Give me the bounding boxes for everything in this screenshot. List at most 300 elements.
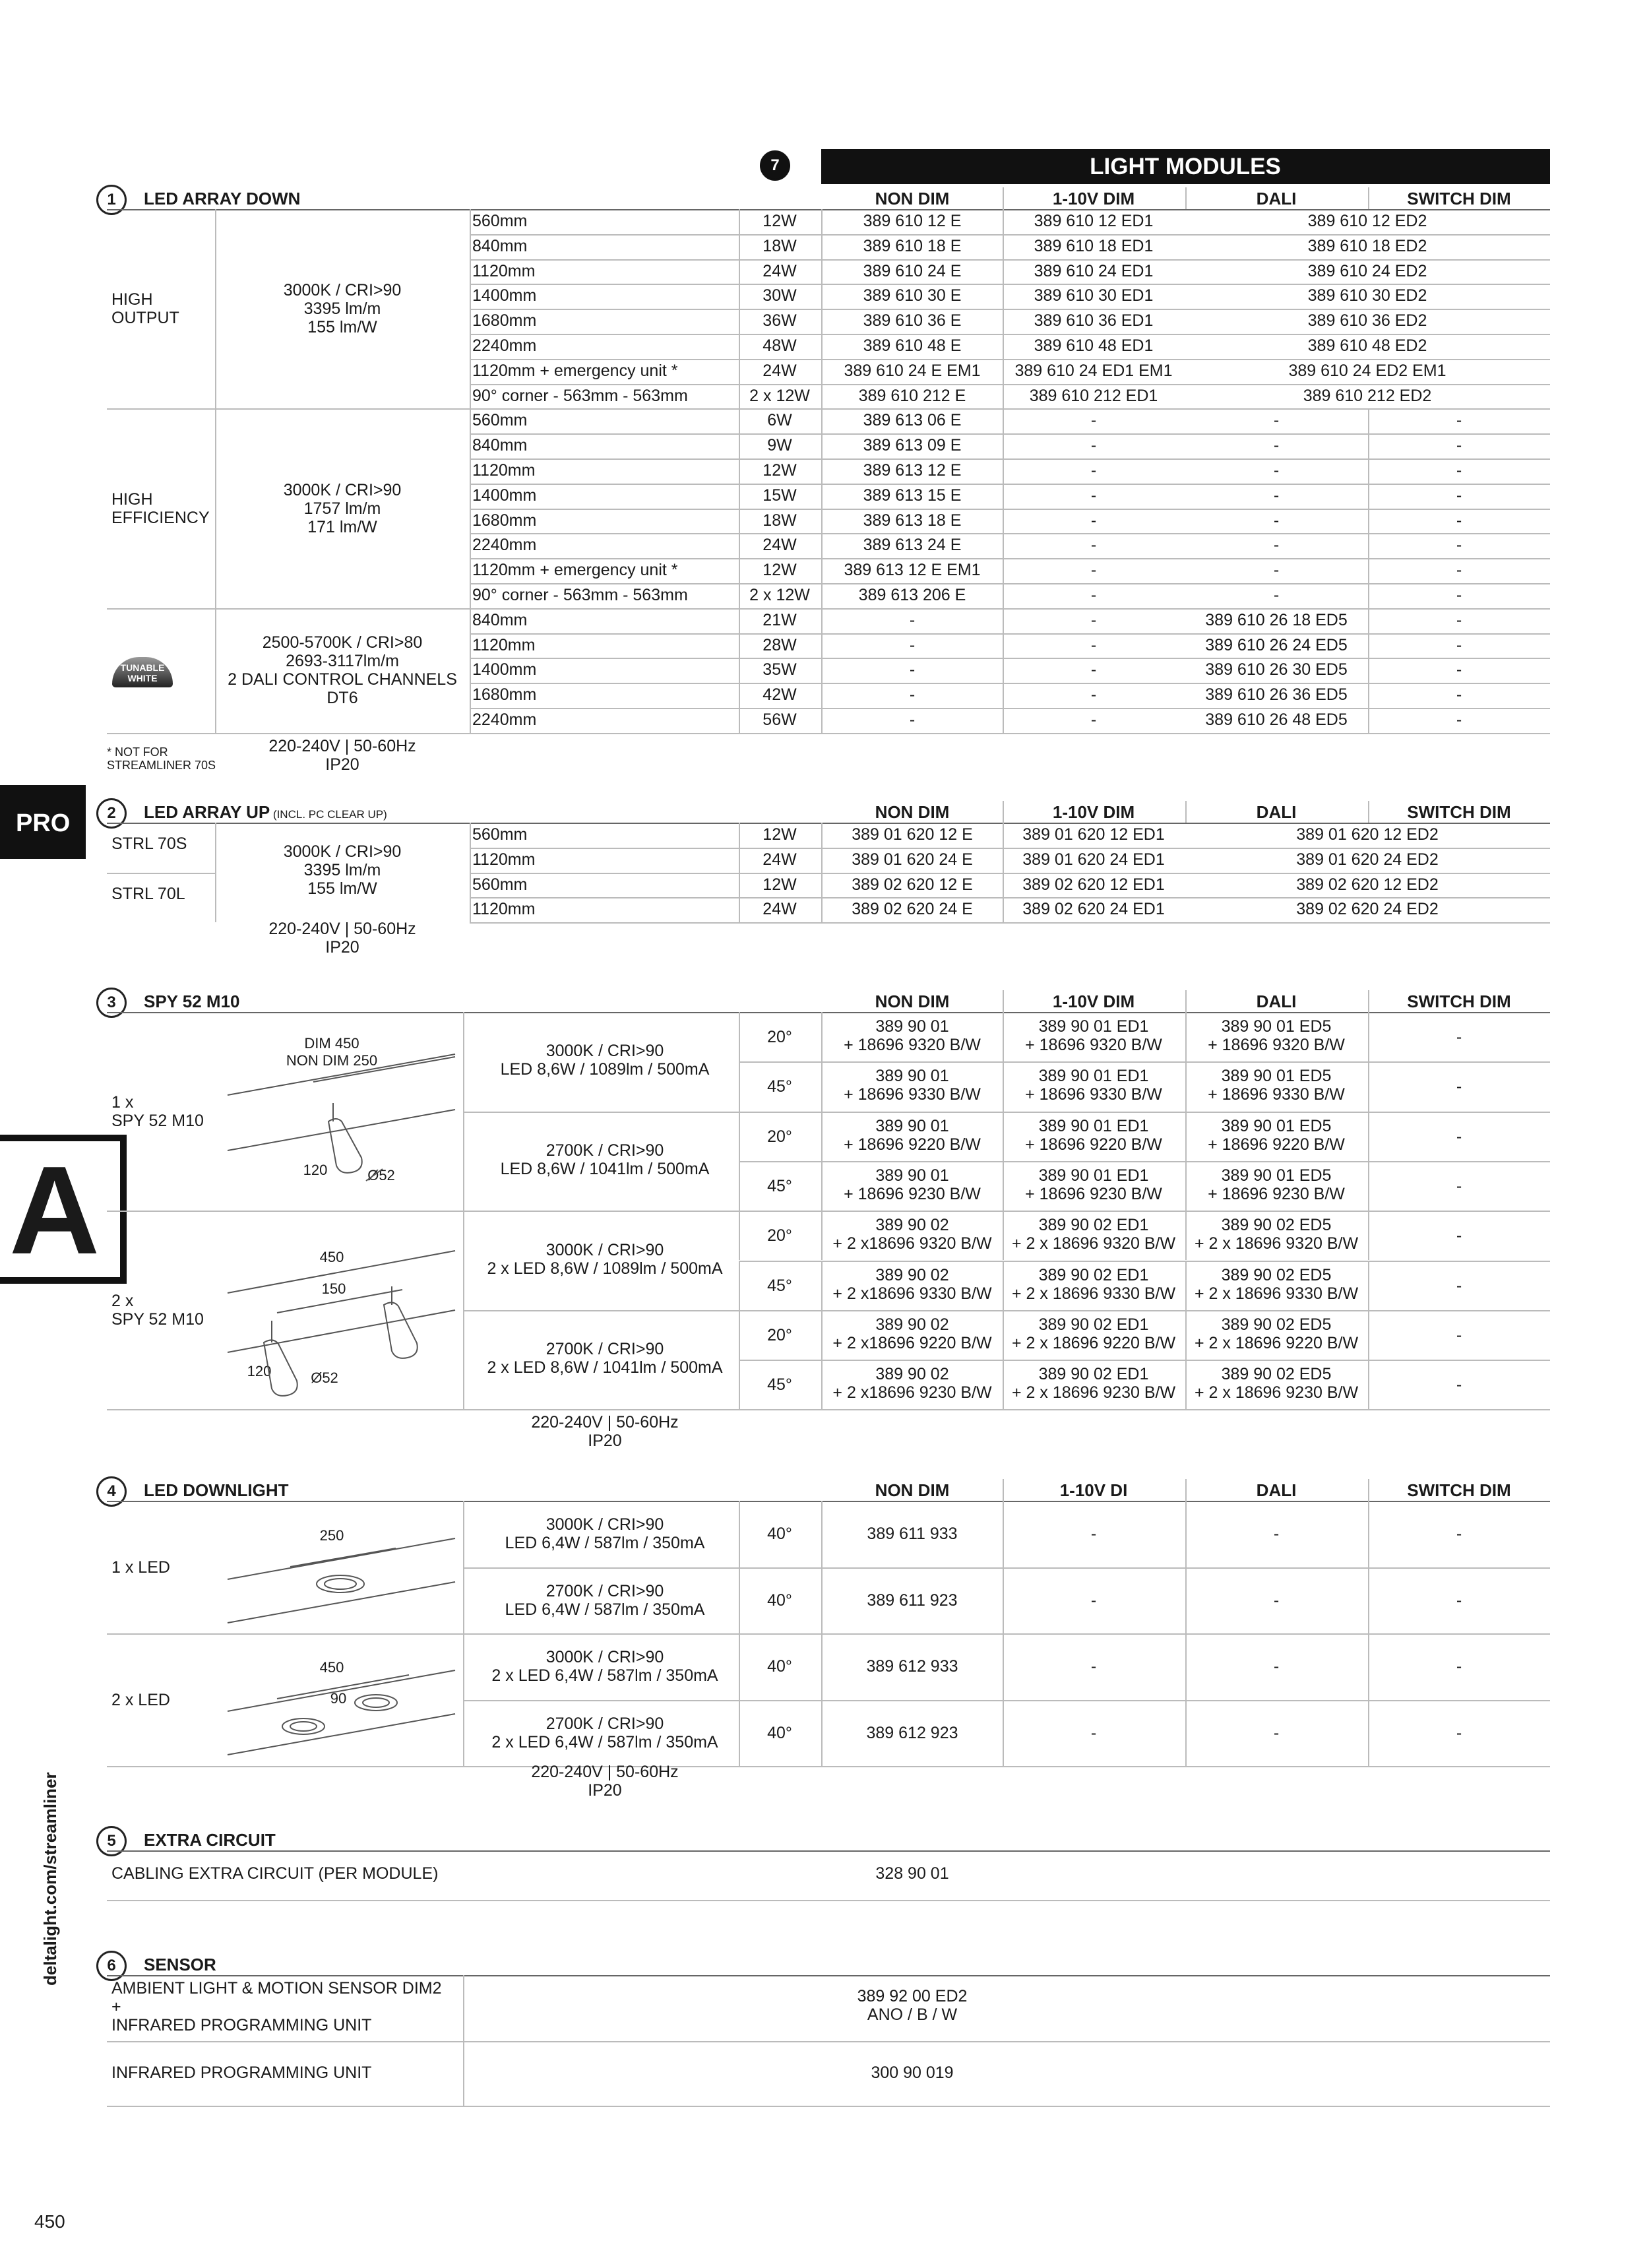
- column-divider: [1368, 1112, 1369, 1161]
- row-length: 90° corner - 563mm - 563mm: [472, 386, 688, 405]
- code-non-dim: -: [909, 610, 916, 629]
- code-dali: 389 90 02 ED5 + 2 x 18696 9320 B/W: [1194, 1216, 1359, 1253]
- column-divider: [739, 334, 740, 359]
- code-non-dim: 389 90 01 + 18696 9330 B/W: [844, 1067, 981, 1104]
- light-modules-title: LIGHT MODULES: [1090, 154, 1281, 179]
- column-divider: [1003, 309, 1004, 334]
- column-divider: [739, 1567, 740, 1634]
- code-dali: -: [1273, 586, 1280, 604]
- code-non-dim: 389 610 48 E: [863, 336, 962, 355]
- code-non-dim: 389 613 24 E: [863, 536, 962, 555]
- code-switch: -: [1456, 1723, 1462, 1742]
- row-divider: [470, 284, 1550, 285]
- spec: 3000K / CRI>90 2 x LED 6,4W / 587lm / 350mA: [491, 1648, 718, 1685]
- row-length: 840mm: [472, 610, 528, 629]
- column-divider: [1368, 509, 1369, 534]
- row-divider: [470, 309, 1550, 310]
- column-divider: [1003, 1061, 1004, 1111]
- code-dali: -: [1273, 411, 1280, 430]
- code-non-dim: 389 610 212 E: [858, 386, 966, 405]
- column-divider: [1185, 1061, 1187, 1111]
- row-watt: 35W: [762, 660, 797, 679]
- row-length: 560mm: [472, 875, 528, 894]
- column-divider: [1003, 234, 1004, 259]
- row-length: 840mm: [472, 436, 528, 455]
- code-non-dim: 389 01 620 24 E: [852, 850, 973, 869]
- row-divider: [470, 848, 1550, 849]
- code-1-10v: -: [1090, 1525, 1097, 1543]
- code-dali: -: [1273, 436, 1280, 455]
- column-divider: [463, 1501, 464, 1766]
- row-watt: 2 x 12W: [749, 586, 810, 604]
- column-divider: [821, 408, 823, 433]
- row-divider: [107, 1012, 1550, 1013]
- code-non-dim: 389 613 15 E: [863, 486, 962, 505]
- code-1-10v: -: [1090, 660, 1097, 679]
- column-divider: [739, 509, 740, 534]
- section-title: SENSOR: [144, 1955, 216, 1974]
- code-non-dim: 389 90 01 + 18696 9320 B/W: [844, 1017, 981, 1054]
- code-switch: -: [1456, 1226, 1462, 1245]
- item-code: 328 90 01: [875, 1864, 949, 1883]
- column-divider: [739, 633, 740, 658]
- code-non-dim: 389 613 18 E: [863, 511, 962, 530]
- row-watt: 12W: [762, 875, 797, 894]
- spec: 2700K / CRI>90 2 x LED 6,4W / 587lm / 350mA: [491, 1714, 718, 1751]
- column-divider: [739, 1633, 740, 1700]
- column-divider: [1368, 1501, 1369, 1567]
- code-dali: -: [1273, 561, 1280, 580]
- group-label: HIGH EFFICIENCY: [111, 489, 210, 527]
- beam-angle: 45°: [767, 1176, 792, 1195]
- column-divider: [1003, 1012, 1004, 1061]
- code-dali: -: [1273, 1525, 1280, 1543]
- column-divider: [821, 873, 823, 898]
- row-length: 560mm: [472, 825, 528, 844]
- code-switch: -: [1456, 586, 1462, 604]
- column-divider: [821, 583, 823, 608]
- code-1-10v: 389 90 01 ED1 + 18696 9230 B/W: [1025, 1166, 1162, 1203]
- column-divider: [821, 683, 823, 708]
- column-divider: [1368, 1700, 1369, 1767]
- column-divider: [739, 458, 740, 484]
- dim-label: 120: [303, 1162, 328, 1178]
- column-divider: [1185, 1479, 1187, 1501]
- column-divider: [215, 608, 216, 733]
- column-divider: [1368, 683, 1369, 708]
- code-non-dim: 389 612 933: [866, 1657, 958, 1676]
- column-divider: [1003, 1360, 1004, 1409]
- light-modules-number: 7: [760, 150, 790, 181]
- row-length: 1400mm: [472, 660, 537, 679]
- dim-label: 250: [319, 1527, 344, 1544]
- column-divider: [1368, 408, 1369, 433]
- column-header: DALI: [1256, 802, 1297, 822]
- code-1-10v: -: [1090, 561, 1097, 580]
- code-non-dim: 389 90 01 + 18696 9220 B/W: [844, 1116, 981, 1154]
- spec-a: 3000K / CRI>90 2 x LED 8,6W / 1089lm / 500mA: [487, 1240, 723, 1278]
- code-1-10v: 389 01 620 24 ED1: [1022, 850, 1165, 869]
- spec-a: 3000K / CRI>90 LED 8,6W / 1089lm / 500mA: [500, 1042, 710, 1079]
- code-1-10v: 389 610 24 ED1: [1034, 261, 1154, 280]
- column-divider: [739, 484, 740, 509]
- code-1-10v: -: [1090, 1723, 1097, 1742]
- column-divider: [739, 1061, 740, 1111]
- code-1-10v: -: [1090, 586, 1097, 604]
- column-divider: [739, 848, 740, 873]
- section-title: SPY 52 M10: [144, 992, 240, 1011]
- group-label: 2 x LED: [111, 1690, 170, 1709]
- code-1-10v: -: [1090, 536, 1097, 555]
- code-dali-switch: 389 01 620 12 ED2: [1296, 825, 1439, 844]
- column-header: 1-10V DIM: [1052, 802, 1135, 822]
- code-dali-switch: 389 610 12 ED2: [1307, 212, 1427, 230]
- row-length: 1120mm: [472, 261, 536, 280]
- code-switch: -: [1456, 1525, 1462, 1543]
- row-length: 1400mm: [472, 286, 537, 305]
- row-divider: [470, 458, 1550, 460]
- row-length: 1680mm: [472, 511, 537, 530]
- row-length: 2240mm: [472, 336, 537, 355]
- column-header: 1-10V DIM: [1052, 992, 1135, 1011]
- code-non-dim: 389 01 620 12 E: [852, 825, 973, 844]
- column-divider: [739, 1700, 740, 1767]
- row-divider: [463, 1567, 1550, 1569]
- badge-text: TUNABLE: [120, 662, 165, 674]
- code-dali: 389 610 26 48 ED5: [1205, 710, 1348, 729]
- row-divider: [470, 484, 1550, 485]
- code-switch: -: [1456, 536, 1462, 555]
- row-watt: 12W: [762, 561, 797, 580]
- column-divider: [1003, 484, 1004, 509]
- column-divider: [1003, 1310, 1004, 1360]
- column-divider: [821, 484, 823, 509]
- column-divider: [1185, 990, 1187, 1012]
- column-divider: [739, 234, 740, 259]
- column-divider: [1003, 608, 1004, 633]
- column-divider: [1368, 1360, 1369, 1409]
- code-dali: -: [1273, 486, 1280, 505]
- column-divider: [1368, 187, 1369, 209]
- column-divider: [821, 1061, 823, 1111]
- column-divider: [821, 533, 823, 558]
- code-1-10v: -: [1090, 511, 1097, 530]
- column-divider: [821, 1261, 823, 1310]
- column-divider: [821, 234, 823, 259]
- column-divider: [821, 848, 823, 873]
- beam-angle: 40°: [767, 1591, 792, 1610]
- code-1-10v: 389 610 36 ED1: [1034, 311, 1154, 331]
- dim-label: NON DIM 250: [286, 1052, 378, 1069]
- column-divider: [821, 1211, 823, 1260]
- column-divider: [1185, 1700, 1187, 1767]
- code-1-10v: -: [1090, 710, 1097, 729]
- column-divider: [1003, 458, 1004, 484]
- column-header: NON DIM: [875, 189, 950, 208]
- column-divider: [821, 1161, 823, 1211]
- column-divider: [739, 433, 740, 458]
- group-label: 2 x SPY 52 M10: [111, 1291, 204, 1329]
- pro-tab-label: PRO: [16, 809, 71, 837]
- row-divider: [463, 1112, 1550, 1113]
- row-divider: [463, 1700, 1550, 1701]
- column-divider: [1185, 1112, 1187, 1161]
- row-divider: [107, 2041, 1550, 2042]
- column-divider: [1003, 708, 1004, 733]
- row-length: 1120mm + emergency unit *: [472, 361, 678, 380]
- code-switch: -: [1456, 660, 1462, 679]
- column-divider: [1003, 1700, 1004, 1767]
- column-divider: [1185, 1161, 1187, 1211]
- column-divider: [1185, 1261, 1187, 1310]
- code-non-dim: 389 610 24 E: [863, 261, 962, 280]
- column-divider: [1003, 384, 1004, 409]
- code-1-10v: -: [1090, 1591, 1097, 1610]
- row-watt: 28W: [762, 635, 797, 654]
- row-divider: [470, 334, 1550, 335]
- column-divider: [1368, 458, 1369, 484]
- row-divider: [107, 1211, 1550, 1212]
- code-dali-switch: 389 01 620 24 ED2: [1296, 850, 1439, 869]
- column-divider: [1003, 1633, 1004, 1700]
- column-divider: [1368, 558, 1369, 583]
- row-divider: [107, 209, 1550, 210]
- row-divider: [107, 1850, 1550, 1852]
- column-divider: [739, 533, 740, 558]
- code-switch: -: [1456, 685, 1462, 705]
- column-divider: [821, 633, 823, 658]
- row-divider: [107, 1633, 1550, 1635]
- group-label: HIGH OUTPUT: [111, 290, 179, 328]
- code-1-10v: -: [1090, 486, 1097, 505]
- column-divider: [215, 209, 216, 408]
- row-divider: [470, 533, 1550, 534]
- beam-angle: 40°: [767, 1723, 792, 1742]
- code-switch: -: [1456, 511, 1462, 530]
- section-number: 6: [96, 1951, 127, 1981]
- column-divider: [1003, 848, 1004, 873]
- row-watt: 12W: [762, 461, 797, 480]
- row-divider: [107, 408, 1550, 410]
- column-divider: [739, 823, 740, 848]
- column-divider: [739, 1310, 740, 1360]
- column-divider: [739, 408, 740, 433]
- code-switch: -: [1456, 710, 1462, 729]
- code-non-dim: 389 90 02 + 2 x18696 9230 B/W: [832, 1365, 992, 1402]
- row-watt: 36W: [762, 311, 797, 331]
- row-divider: [470, 658, 1550, 659]
- row-divider: [470, 384, 1550, 385]
- code-switch: -: [1456, 436, 1462, 455]
- group-label: 1 x LED: [111, 1558, 170, 1577]
- row-divider: [470, 234, 1550, 236]
- column-divider: [1003, 873, 1004, 898]
- code-dali-switch: 389 02 620 12 ED2: [1296, 875, 1439, 894]
- section-title: LED DOWNLIGHT: [144, 1480, 289, 1500]
- row-length: 1400mm: [472, 486, 537, 505]
- row-watt: 30W: [762, 286, 797, 305]
- column-divider: [1003, 1261, 1004, 1310]
- code-1-10v: 389 90 01 ED1 + 18696 9320 B/W: [1025, 1017, 1162, 1054]
- row-watt: 24W: [762, 261, 797, 280]
- row-watt: 56W: [762, 710, 797, 729]
- code-dali-switch: 389 610 212 ED2: [1303, 386, 1432, 405]
- column-divider: [821, 1700, 823, 1767]
- code-non-dim: 389 610 30 E: [863, 286, 962, 305]
- row-divider: [739, 1161, 1550, 1162]
- column-divider: [1003, 359, 1004, 384]
- column-divider: [1003, 187, 1004, 209]
- row-length: 1680mm: [472, 311, 537, 331]
- section-number: 5: [96, 1826, 127, 1856]
- column-divider: [1003, 990, 1004, 1012]
- spec: 3000K / CRI>90 LED 6,4W / 587lm / 350mA: [505, 1515, 705, 1552]
- row-length: 1120mm: [472, 900, 536, 919]
- beam-angle: 45°: [767, 1276, 792, 1295]
- column-divider: [821, 334, 823, 359]
- column-divider: [463, 1975, 464, 2106]
- code-dali: 389 90 02 ED5 + 2 x 18696 9330 B/W: [1194, 1265, 1359, 1303]
- code-non-dim: 389 613 206 E: [858, 586, 966, 604]
- column-divider: [1368, 1161, 1369, 1211]
- column-divider: [1185, 1633, 1187, 1700]
- row-watt: 12W: [762, 212, 797, 230]
- column-divider: [739, 608, 740, 633]
- column-divider: [1185, 1501, 1187, 1567]
- row-length: 2240mm: [472, 710, 537, 729]
- item-code: 389 92 00 ED2 ANO / B / W: [857, 1987, 968, 2024]
- column-divider: [1003, 334, 1004, 359]
- row-length: 1680mm: [472, 685, 537, 705]
- code-1-10v: 389 90 01 ED1 + 18696 9330 B/W: [1025, 1067, 1162, 1104]
- column-divider: [1003, 408, 1004, 433]
- code-dali-switch: 389 610 36 ED2: [1307, 311, 1427, 331]
- column-divider: [821, 384, 823, 409]
- code-switch: -: [1456, 486, 1462, 505]
- column-divider: [1368, 433, 1369, 458]
- row-divider: [107, 873, 215, 874]
- column-divider: [1368, 801, 1369, 823]
- column-divider: [1368, 484, 1369, 509]
- code-switch: -: [1456, 635, 1462, 654]
- row-divider: [107, 823, 1550, 824]
- group-label: 1 x SPY 52 M10: [111, 1092, 204, 1130]
- column-divider: [1368, 1211, 1369, 1260]
- column-divider: [1003, 1567, 1004, 1634]
- row-length: 1120mm: [472, 461, 536, 480]
- code-dali: 389 610 26 36 ED5: [1205, 685, 1348, 705]
- code-switch: -: [1456, 411, 1462, 430]
- code-1-10v: 389 90 02 ED1 + 2 x 18696 9230 B/W: [1011, 1365, 1176, 1402]
- column-divider: [739, 708, 740, 733]
- column-divider: [821, 558, 823, 583]
- group-spec: 3000K / CRI>90 3395 lm/m 155 lm/W: [283, 281, 402, 337]
- code-switch: -: [1456, 1657, 1462, 1676]
- power-spec: 220-240V | 50-60Hz IP20: [268, 737, 416, 774]
- column-divider: [821, 359, 823, 384]
- row-divider: [739, 1061, 1550, 1063]
- column-divider: [1003, 633, 1004, 658]
- column-divider: [1003, 259, 1004, 284]
- column-header: NON DIM: [875, 802, 950, 822]
- code-switch: -: [1456, 561, 1462, 580]
- column-divider: [463, 1211, 464, 1409]
- code-1-10v: -: [1090, 610, 1097, 629]
- row-watt: 48W: [762, 336, 797, 355]
- row-divider: [463, 1310, 1550, 1311]
- section-title: EXTRA CIRCUIT: [144, 1830, 276, 1850]
- row-divider: [739, 1261, 1550, 1262]
- dim-label: Ø52: [311, 1370, 338, 1386]
- column-header: DALI: [1256, 189, 1297, 208]
- beam-angle: 40°: [767, 1657, 792, 1676]
- row-divider: [470, 897, 1550, 898]
- code-switch: -: [1456, 1325, 1462, 1344]
- column-divider: [821, 458, 823, 484]
- column-header: SWITCH DIM: [1407, 189, 1511, 208]
- code-dali: -: [1273, 1591, 1280, 1610]
- code-dali: -: [1273, 1657, 1280, 1676]
- column-divider: [1003, 209, 1004, 234]
- code-1-10v: 389 90 02 ED1 + 2 x 18696 9220 B/W: [1011, 1315, 1176, 1352]
- dim-label: DIM 450: [304, 1035, 359, 1052]
- row-length: 90° corner - 563mm - 563mm: [472, 586, 688, 604]
- code-switch: -: [1456, 461, 1462, 480]
- column-divider: [739, 1261, 740, 1310]
- code-dali: 389 90 01 ED5 + 18696 9230 B/W: [1208, 1166, 1345, 1203]
- column-divider: [739, 1360, 740, 1409]
- dim-label: Ø52: [367, 1167, 395, 1183]
- row-divider: [107, 1900, 1550, 1901]
- footnote: * NOT FOR STREAMLINER 70S: [107, 745, 216, 772]
- code-dali-switch: 389 610 48 ED2: [1307, 336, 1427, 355]
- column-divider: [821, 1501, 823, 1567]
- column-divider: [739, 583, 740, 608]
- column-divider: [821, 1633, 823, 1700]
- column-divider: [739, 558, 740, 583]
- row-divider: [470, 683, 1550, 684]
- section-title: LED ARRAY DOWN: [144, 189, 301, 208]
- row-divider: [470, 509, 1550, 510]
- dim-label: 120: [247, 1363, 272, 1379]
- column-divider: [1003, 658, 1004, 683]
- row-divider: [107, 2106, 1550, 2107]
- code-dali-switch: 389 610 24 ED2: [1307, 261, 1427, 280]
- column-divider: [821, 1310, 823, 1360]
- column-divider: [739, 683, 740, 708]
- code-1-10v: 389 02 620 24 ED1: [1022, 900, 1165, 919]
- row-watt: 9W: [767, 436, 792, 455]
- dim-label: 150: [321, 1280, 346, 1297]
- code-1-10v: -: [1090, 635, 1097, 654]
- column-header: DALI: [1256, 992, 1297, 1011]
- column-header: SWITCH DIM: [1407, 1480, 1511, 1500]
- row-divider: [470, 873, 1550, 874]
- code-1-10v: 389 02 620 12 ED1: [1022, 875, 1165, 894]
- code-dali: 389 610 26 18 ED5: [1205, 610, 1348, 629]
- column-divider: [1003, 1211, 1004, 1260]
- column-header: 1-10V DI: [1059, 1480, 1128, 1500]
- column-divider: [463, 1012, 464, 1211]
- beam-angle: 20°: [767, 1028, 792, 1046]
- code-non-dim: 389 611 923: [867, 1591, 958, 1610]
- code-1-10v: 389 610 24 ED1 EM1: [1014, 361, 1173, 380]
- code-1-10v: -: [1090, 461, 1097, 480]
- code-1-10v: 389 610 18 ED1: [1034, 236, 1154, 255]
- row-watt: 24W: [762, 850, 797, 869]
- group-spec: 2500-5700K / CRI>80 2693-3117lm/m 2 DALI CONTROL CHANNELS DT6: [228, 633, 457, 708]
- column-divider: [739, 284, 740, 309]
